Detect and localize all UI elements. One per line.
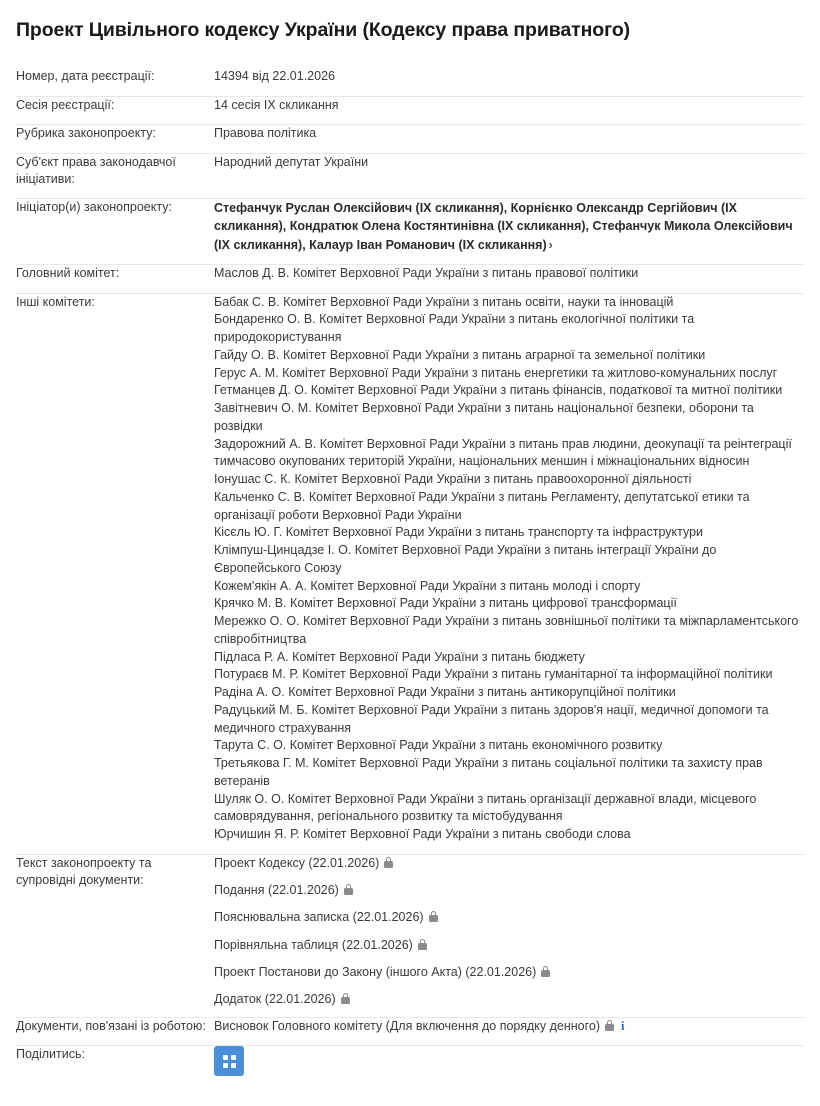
lock-icon: [418, 939, 427, 950]
table-row-documents: [16, 854, 804, 1018]
document-link[interactable]: [214, 964, 804, 991]
document-link-label: Проект Постанови до Закону (іншого Акта) (22.01.2026): [214, 964, 537, 979]
committee-item[interactable]: Третьякова Г. М. Комітет Верховної Ради України з питань соціальної політики та захисту прав ветеранів: [214, 756, 763, 788]
related-documents-list: [214, 1018, 804, 1034]
document-link-label: Порівняльна таблиця (22.01.2026): [214, 937, 413, 952]
committee-item[interactable]: Радуцький М. Б. Комітет Верховної Ради України з питань здоров'я нації, медичної допомоги та медичного страхування: [214, 702, 769, 735]
table-row-other-committees: [16, 293, 804, 854]
committee-item[interactable]: Бондаренко О. В. Комітет Верховної Ради України з питань екологічної політики та природокористування: [214, 312, 695, 345]
lock-icon: [541, 966, 550, 977]
committee-item[interactable]: Шуляк О. О. Комітет Верховної Ради України з питань організації державної влади, місцевого самоврядування, регіонального розвитку та містобудування: [214, 791, 757, 824]
document-link[interactable]: [214, 991, 804, 1007]
committee-item[interactable]: Задорожний А. В. Комітет Верховної Ради України з питань прав людини, деокупації та реінтеграції тимчасово окупованих територій України, національних меншин і міжнаціональних відносин: [214, 436, 792, 469]
document-link[interactable]: [214, 909, 804, 936]
committee-item[interactable]: Тарута С. О. Комітет Верховної Ради України з питань економічного розвитку: [214, 738, 663, 753]
table-row-session: [16, 96, 804, 125]
value-session: 14 сесія IX скликання: [214, 96, 804, 125]
table-row-main-committee: [16, 265, 804, 294]
committee-item[interactable]: Клімпуш-Цинцадзе І. О. Комітет Верховної Ради України з питань інтеграції України до Європейського Союзу: [214, 543, 717, 575]
committee-item[interactable]: Кальченко С. В. Комітет Верховної Ради України з питань Регламенту, депутатської етики та організації роботи Верховної Ради України: [214, 489, 750, 522]
label-rubric: Рубрика законопроекту:: [16, 125, 214, 154]
committee-item[interactable]: Крячко М. В. Комітет Верховної Ради України з питань цифрової трансформації: [214, 596, 677, 611]
label-other-committees: Інші комітети:: [16, 293, 214, 854]
committee-item[interactable]: Радіна А. О. Комітет Верховної Ради України з питань антикорупційної політики: [214, 685, 676, 700]
share-button[interactable]: [214, 1046, 244, 1076]
document-link-label: Проект Кодексу (22.01.2026): [214, 855, 380, 870]
value-subject: Народний депутат України: [214, 153, 804, 198]
lock-icon: [341, 993, 350, 1004]
document-link-label: Додаток (22.01.2026): [214, 992, 336, 1007]
document-link-label: Пояснювальна записка (22.01.2026): [214, 910, 424, 925]
document-link[interactable]: [214, 855, 804, 882]
table-row-related-documents: [16, 1018, 804, 1046]
page-title: Проект Цивільного кодексу України (Кодексу права приватного): [16, 19, 631, 41]
value-main-committee[interactable]: Маслов Д. В. Комітет Верховної Ради України з питань правової політики: [214, 265, 804, 294]
info-icon[interactable]: i: [621, 1019, 625, 1034]
value-initiators: [214, 198, 804, 265]
committee-item[interactable]: Герус А. М. Комітет Верховної Ради України з питань енергетики та житлово-комунальних послуг: [214, 365, 778, 380]
label-related-documents: Документи, пов'язані із роботою:: [16, 1018, 214, 1046]
committee-item[interactable]: Завітневич О. М. Комітет Верховної Ради України з питань національної безпеки, оборони та розвідки: [214, 401, 754, 433]
document-link[interactable]: [214, 937, 804, 964]
committee-item[interactable]: Гетманцев Д. О. Комітет Верховної Ради України з питань фінансів, податкової та митної політики: [214, 383, 783, 398]
table-row-rubric: [16, 125, 804, 154]
documents-list: [214, 855, 804, 1008]
label-number-date: Номер, дата реєстрації:: [16, 68, 214, 96]
lock-icon: [605, 1020, 614, 1031]
related-document-link[interactable]: [214, 1018, 804, 1034]
committee-item[interactable]: Гайду О. В. Комітет Верховної Ради України з питань аграрної та земельної політики: [214, 347, 706, 362]
document-link-label: Подання (22.01.2026): [214, 883, 339, 898]
value-rubric: Правова політика: [214, 125, 804, 154]
other-committees-list: [214, 294, 804, 844]
lock-icon: [384, 857, 393, 868]
share-grid-icon: [223, 1055, 236, 1068]
committee-item[interactable]: Кожем'якін А. А. Комітет Верховної Ради України з питань молоді і спорту: [214, 578, 641, 593]
committee-item[interactable]: Юрчишин Я. Р. Комітет Верховної Ради України з питань свободи слова: [214, 827, 631, 842]
expand-initiators-chevron-icon[interactable]: ›: [548, 237, 553, 252]
label-session: Сесія реєстрації:: [16, 96, 214, 125]
committee-item[interactable]: Потураєв М. Р. Комітет Верховної Ради України з питань гуманітарної та інформаційної політики: [214, 667, 773, 682]
value-number-date: 14394 від 22.01.2026: [214, 68, 804, 96]
committee-item[interactable]: Мережко О. О. Комітет Верховної Ради України з питань зовнішньої політики та міжпарламентського співробітництва: [214, 614, 799, 646]
lock-icon: [344, 884, 353, 895]
table-row-initiators: [16, 198, 804, 265]
label-documents: Текст законопроекту та супровідні документи:: [16, 854, 214, 1018]
related-document-label: Висновок Головного комітету (Для включення до порядку денного): [214, 1019, 601, 1034]
committee-item[interactable]: Підласа Р. А. Комітет Верховної Ради України з питань бюджету: [214, 649, 585, 664]
label-main-committee: Головний комітет:: [16, 265, 214, 294]
table-row-number-date: [16, 68, 804, 96]
lock-icon: [429, 911, 438, 922]
label-initiators: Ініціатор(и) законопроекту:: [16, 198, 214, 265]
table-row-share: [16, 1046, 804, 1087]
committee-item[interactable]: Бабак С. В. Комітет Верховної Ради України з питань освіти, науки та інновацій: [214, 294, 674, 309]
committee-item[interactable]: Іонушас С. К. Комітет Верховної Ради України з питань правоохоронної діяльності: [214, 472, 692, 487]
label-subject: Суб'єкт права законодавчої ініціативи:: [16, 153, 214, 198]
table-row-subject: [16, 153, 804, 198]
metadata-table: [16, 68, 804, 1086]
committee-item[interactable]: Кісєль Ю. Г. Комітет Верховної Ради України з питань транспорту та інфраструктури: [214, 525, 704, 540]
document-link[interactable]: [214, 882, 804, 909]
label-share: Поділитись:: [16, 1047, 85, 1062]
initiators-text: Стефанчук Руслан Олексійович (IX скликання), Корнієнко Олександр Сергійович (IX скликання), Кондратюк Олена Костянтинівна (IX скликання), Стефанчук Микола Олексійович (IX скликання), Калаур Іван Романович (IX скликання): [214, 200, 793, 252]
